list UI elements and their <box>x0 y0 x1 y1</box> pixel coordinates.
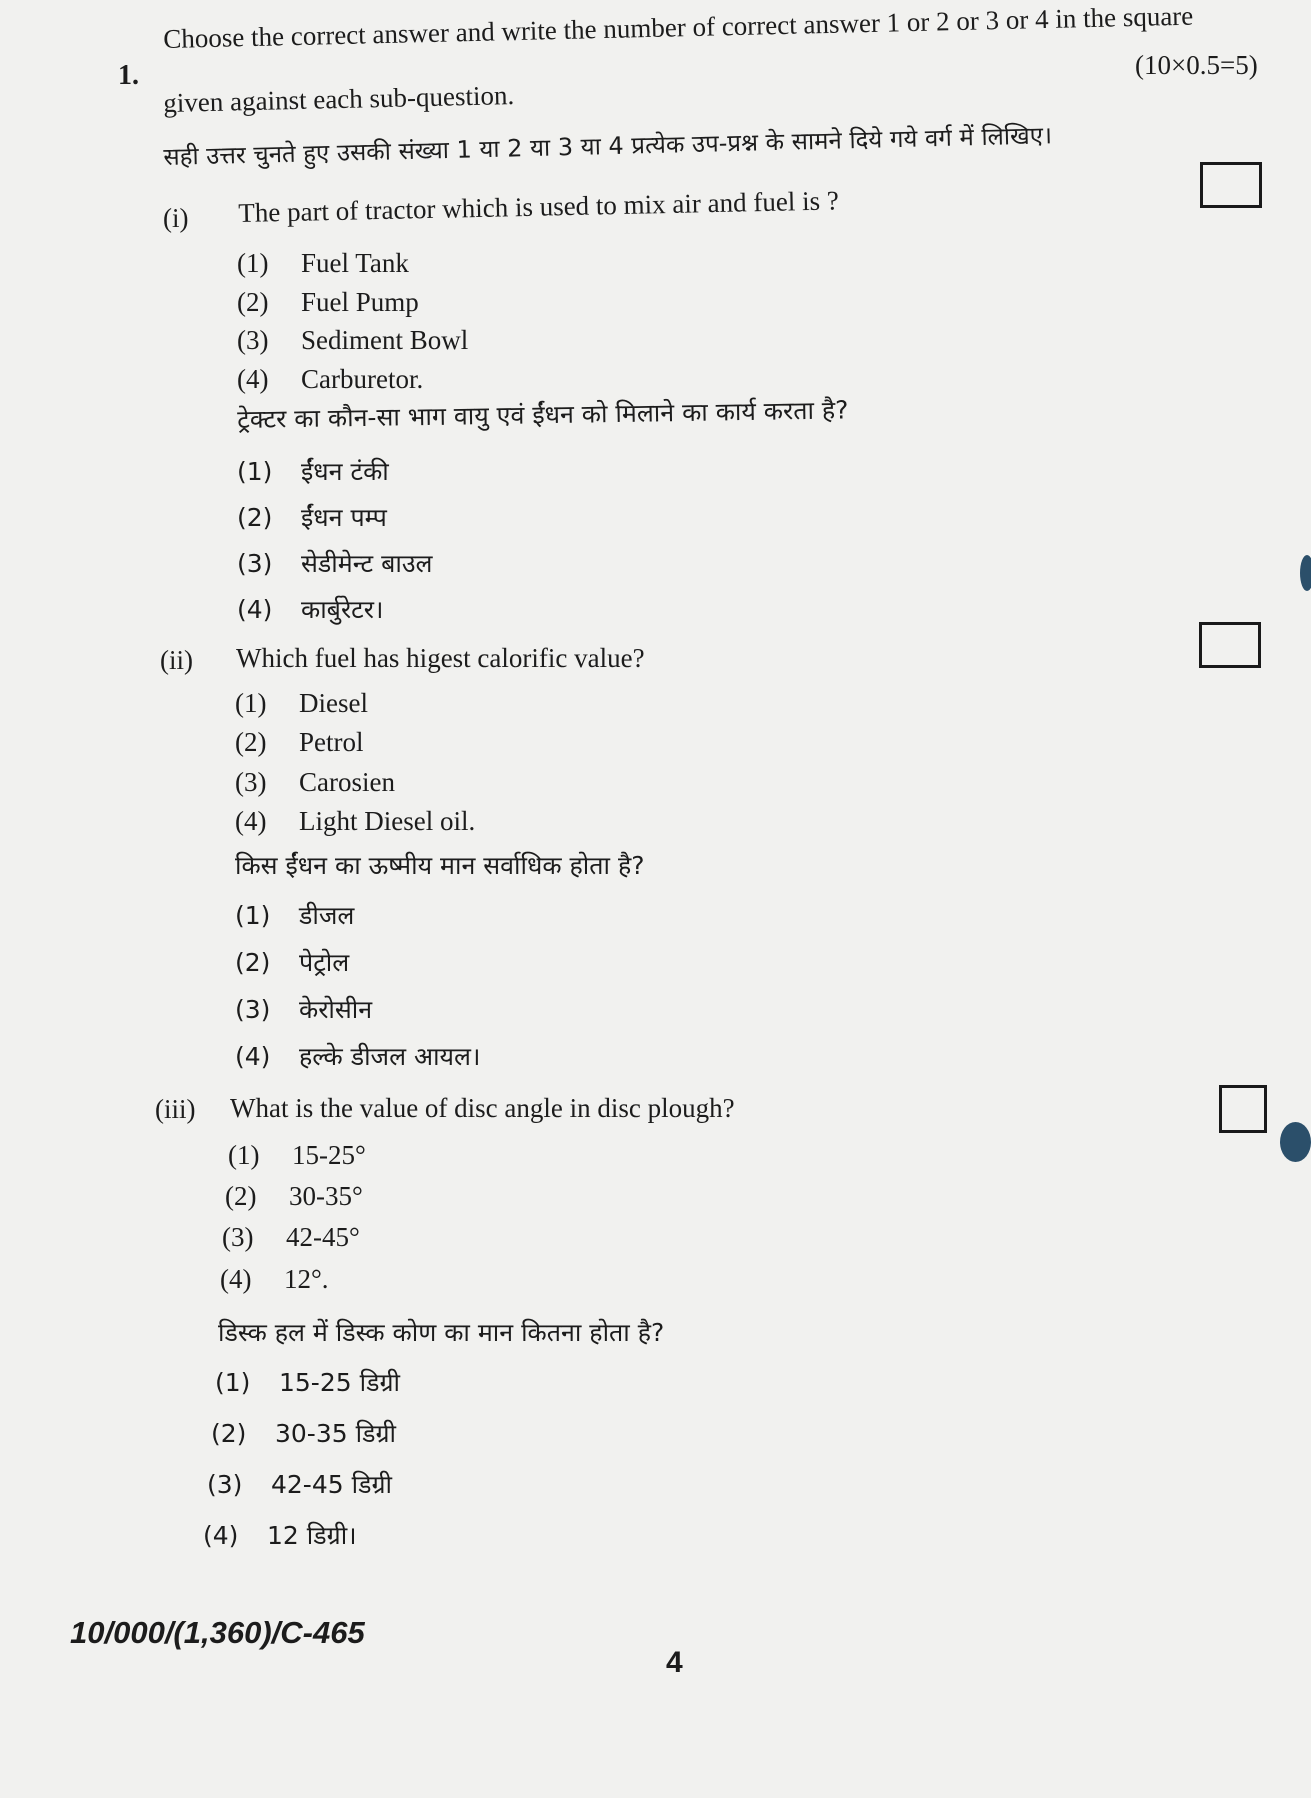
option-en: (3) Sediment Bowl <box>237 325 469 355</box>
option-hi: (1) 15-25 डिग्री <box>215 1368 401 1397</box>
page-number: 4 <box>666 1646 683 1679</box>
subq-text-hi-iii: डिस्क हल में डिस्क कोण का मान कितना होता है? <box>218 1318 665 1347</box>
option-hi: (4) हल्के डीजल आयल। <box>235 1042 481 1071</box>
option-hi: (2) 30-35 डिग्री <box>211 1419 397 1448</box>
option-hi: (3) 42-45 डिग्री <box>207 1470 393 1499</box>
option-en: (1) Fuel Tank <box>237 248 409 278</box>
subq-text-en-i: The part of tractor which is used to mix air and fuel is ? <box>238 185 840 228</box>
subq-text-hi-ii: किस ईंधन का ऊष्मीय मान सर्वाधिक होता है? <box>235 851 645 880</box>
option-en: (4) Light Diesel oil. <box>235 806 476 836</box>
option-hi: (2) पेट्रोल <box>235 948 350 977</box>
marks-distribution: (10×0.5=5) <box>1135 50 1258 80</box>
answer-box-iii[interactable] <box>1219 1085 1267 1133</box>
subq-text-en-ii: Which fuel has higest calorific value? <box>236 643 645 673</box>
option-hi: (3) सेडीमेन्ट बाउल <box>237 549 433 578</box>
instruction-hi: सही उत्तर चुनते हुए उसकी संख्या 1 या 2 या 3 या 4 प्रत्येक उप-प्रश्न के सामने दिये गये वर्ग में लिखिए। <box>163 121 1053 171</box>
option-hi: (4) 12 डिग्री। <box>203 1521 357 1550</box>
option-hi: (1) ईंधन टंकी <box>237 457 389 486</box>
instruction-en-line2: given against each sub-question. <box>163 80 515 118</box>
option-en: (4) 12°. <box>220 1264 329 1294</box>
instruction-en-line1: Choose the correct answer and write the number of correct answer 1 or 2 or 3 or 4 in the square <box>163 0 1194 54</box>
scan-edge-mark <box>1280 1122 1311 1162</box>
option-en: (2) Fuel Pump <box>237 287 419 317</box>
answer-box-ii[interactable] <box>1199 622 1261 668</box>
option-hi: (2) ईंधन पम्प <box>237 503 387 532</box>
option-en: (4) Carburetor. <box>237 364 424 394</box>
option-en: (2) 30-35° <box>225 1181 363 1211</box>
option-en: (1) Diesel <box>235 688 368 718</box>
option-hi: (3) केरोसीन <box>235 995 373 1024</box>
option-hi: (1) डीजल <box>235 901 355 930</box>
subq-text-hi-i: ट्रेक्टर का कौन-सा भाग वायु एवं ईंधन को मिलाने का कार्य करता है? <box>237 395 849 434</box>
scan-edge-mark <box>1300 555 1311 591</box>
subq-label-ii: (ii) <box>160 645 193 675</box>
question-number: 1. <box>118 60 139 91</box>
option-hi: (4) कार्बुरेटर। <box>237 595 384 624</box>
option-en: (2) Petrol <box>235 727 364 757</box>
subq-text-en-iii: What is the value of disc angle in disc plough? <box>230 1093 735 1123</box>
subq-label-iii: (iii) <box>155 1094 196 1124</box>
option-en: (1) 15-25° <box>228 1140 366 1170</box>
option-en: (3) Carosien <box>235 767 395 797</box>
option-en: (3) 42-45° <box>222 1222 360 1252</box>
paper-code: 10/000/(1,360)/C-465 <box>70 1615 365 1650</box>
answer-box-i[interactable] <box>1200 162 1262 208</box>
subq-label-i: (i) <box>163 203 189 233</box>
